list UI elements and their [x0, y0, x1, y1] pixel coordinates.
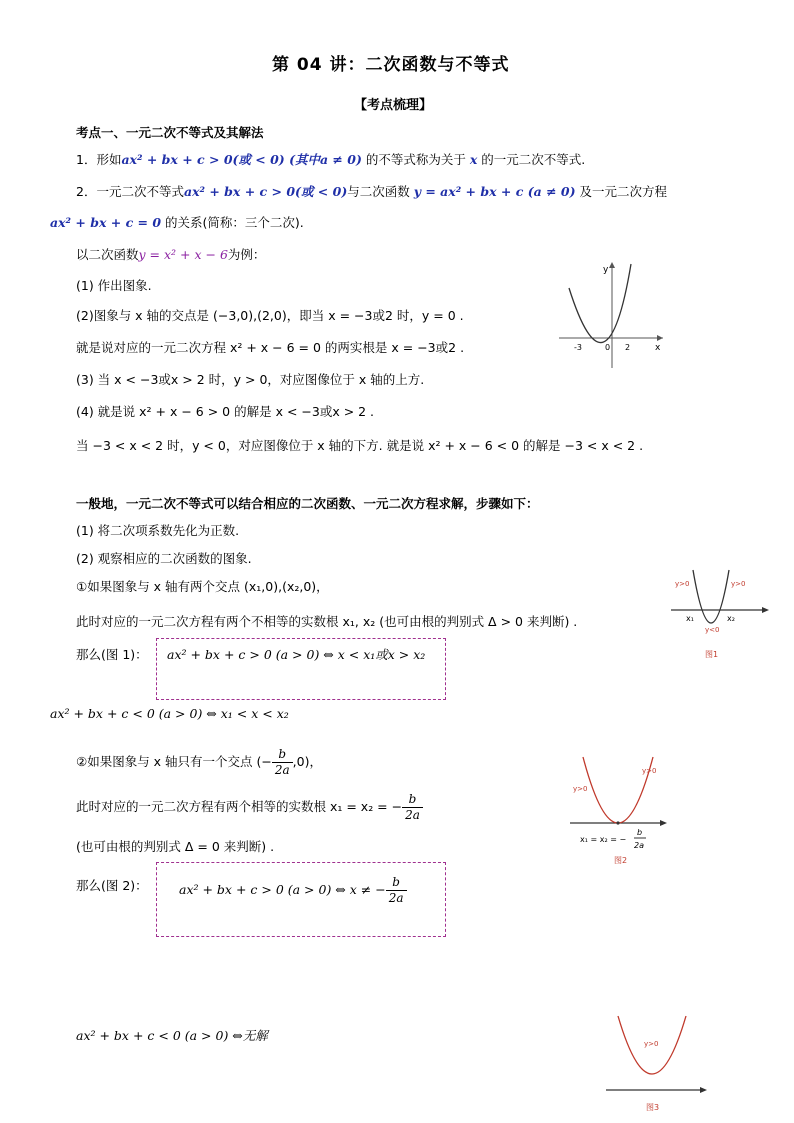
- paragraph-1: [76, 150, 585, 168]
- case2-line2-fraction: [402, 792, 423, 823]
- case2-line2-num: b: [402, 792, 423, 808]
- example-parabola-graph: [555, 258, 670, 373]
- fig1-x1: x₁: [686, 614, 694, 623]
- fig3-x-arrow-icon: [700, 1087, 707, 1093]
- p1-suffix: 的不等式称为关于: [365, 152, 466, 167]
- figure-2: [566, 753, 671, 868]
- general-step-2: (2) 观察相应的二次函数的图象.: [76, 551, 252, 566]
- figure-1: [667, 566, 772, 661]
- fig2-eq: x₁ = x₂ = −: [580, 835, 627, 844]
- case2-line2-den: 2a: [405, 808, 420, 822]
- fig1-caption: 图1: [705, 650, 719, 659]
- case1-box: [156, 638, 446, 700]
- case2-frac-num: b: [272, 747, 293, 763]
- paragraph-2-line2: [50, 213, 304, 231]
- p1-prefix: 1．形如: [76, 152, 122, 167]
- example-intro-formula: y = x² + x − 6: [138, 247, 228, 262]
- example-step-3: (3) 当 x < −3或x > 2 时，y > 0，对应图像位于 x 轴的上方.: [76, 372, 425, 387]
- p1-suffix2: 的一元二次不等式.: [481, 152, 586, 167]
- fig1-label-right: y>0: [731, 580, 746, 588]
- example-x-label: x: [655, 343, 661, 353]
- case1-box-formula: ax² + bx + c > 0 (a > 0) ⇔ x < x₁或x > x₂: [167, 647, 426, 662]
- fig2-label-right: y>0: [642, 767, 657, 775]
- case2-box-formula: [179, 875, 407, 906]
- fig1-label-bottom: y<0: [705, 626, 720, 634]
- p2-mid: 与二次函数: [347, 184, 410, 199]
- fig2-label-left: y>0: [573, 785, 588, 793]
- example-step-2b: 就是说对应的一元二次方程 x² + x − 6 = 0 的两实根是 x = −3或2 .: [76, 340, 465, 355]
- case2-then: 那么(图 2)：: [76, 878, 148, 893]
- example-y-arrow-icon: [609, 262, 615, 268]
- example-step-4: (4) 就是说 x² + x − 6 > 0 的解是 x < −3或x > 2 .: [76, 404, 375, 419]
- general-step-1: (1) 将二次项系数先化为正数.: [76, 523, 240, 538]
- p2-suffix: 及一元二次方程: [579, 184, 668, 199]
- example-intro-suffix: 为例：: [227, 247, 266, 262]
- fig2-vertex-dot: [616, 821, 619, 824]
- page-title: 第 04 讲：二次函数与不等式: [272, 55, 510, 75]
- case1-then: 那么(图 1)：: [76, 647, 148, 662]
- case2-frac-den: 2a: [274, 763, 290, 777]
- case2-box-den: 2a: [388, 891, 404, 905]
- case1-line1: ①如果图象与 x 轴有两个交点 (x₁,0),(x₂,0)，: [76, 579, 329, 594]
- p1-formula: ax² + bx + c > 0(或 < 0) (其中a ≠ 0): [121, 152, 362, 167]
- case2-line3: (也可由根的判别式 Δ = 0 来判断) .: [76, 839, 275, 854]
- case2-box-fraction: [386, 875, 407, 906]
- example-step-1: (1) 作出图象.: [76, 278, 152, 293]
- fig1-x-arrow-icon: [762, 607, 769, 613]
- figure-3: [602, 1012, 710, 1117]
- case1-line2: 此时对应的一元二次方程有两个不相等的实数根 x₁, x₂ (也可由根的判别式 Δ > 0 来判断) .: [76, 614, 578, 629]
- case2-line1: [76, 747, 322, 778]
- case2-box-prefix: ax² + bx + c > 0 (a > 0) ⇔ x ≠ −: [179, 882, 386, 897]
- case2-less: ax² + bx + c < 0 (a > 0) ⇔无解: [76, 1028, 268, 1043]
- p2-formula-3: ax² + bx + c = 0: [50, 215, 162, 230]
- section-header: 【考点梳理】: [354, 98, 433, 113]
- fig1-parabola: [693, 570, 729, 623]
- p2-line2-suffix: 的关系(简称：三个二次).: [165, 215, 304, 230]
- fig2-x-arrow-icon: [660, 820, 667, 826]
- example-y-label: y: [603, 265, 609, 275]
- fig1-label-left: y>0: [675, 580, 690, 588]
- topic-heading: 考点一、一元二次不等式及其解法: [76, 125, 264, 140]
- fig3-caption: 图3: [646, 1103, 660, 1112]
- case2-line2: [76, 792, 423, 823]
- example-step-2: (2)图象与 x 轴的交点是 (−3,0),(2,0)，即当 x = −3或2 时，y = 0 .: [76, 308, 464, 323]
- fig2-num: b: [637, 828, 643, 837]
- case2-box: [156, 862, 446, 937]
- fig2-den: 2a: [634, 841, 644, 850]
- case2-fraction: [272, 747, 293, 778]
- case1-less: ax² + bx + c < 0 (a > 0) ⇔ x₁ < x < x₂: [50, 706, 289, 721]
- p1-var: x: [469, 152, 478, 167]
- paragraph-2-line1: [76, 182, 667, 200]
- example-tick-origin: 0: [605, 343, 611, 352]
- example-tick-left: -3: [574, 343, 582, 352]
- example-step-5: 当 −3 < x < 2 时，y < 0，对应图像位于 x 轴的下方. 就是说 x² + x − 6 < 0 的解是 −3 < x < 2 .: [76, 438, 644, 453]
- case2-suffix: ,0)，: [292, 754, 322, 769]
- example-x-arrow-icon: [657, 335, 663, 341]
- p2-prefix: 2．一元二次不等式: [76, 184, 184, 199]
- p2-formula-1: ax² + bx + c > 0(或 < 0): [183, 184, 348, 199]
- case2-box-num: b: [386, 875, 407, 891]
- p2-formula-2: y = ax² + bx + c (a ≠ 0): [413, 184, 576, 199]
- fig1-x2: x₂: [727, 614, 735, 623]
- example-intro-prefix: 以二次函数: [76, 247, 139, 262]
- example-tick-right: 2: [625, 343, 631, 352]
- case2-prefix: ②如果图象与 x 轴只有一个交点 (−: [76, 754, 272, 769]
- fig3-label: y>0: [644, 1040, 659, 1048]
- example-intro: [76, 245, 265, 263]
- fig2-caption: 图2: [614, 856, 628, 865]
- case2-line2-prefix: 此时对应的一元二次方程有两个相等的实数根 x₁ = x₂ = −: [76, 799, 403, 814]
- general-heading: 一般地，一元二次不等式可以结合相应的二次函数、一元二次方程求解，步骤如下：: [76, 496, 539, 511]
- example-parabola: [569, 264, 631, 343]
